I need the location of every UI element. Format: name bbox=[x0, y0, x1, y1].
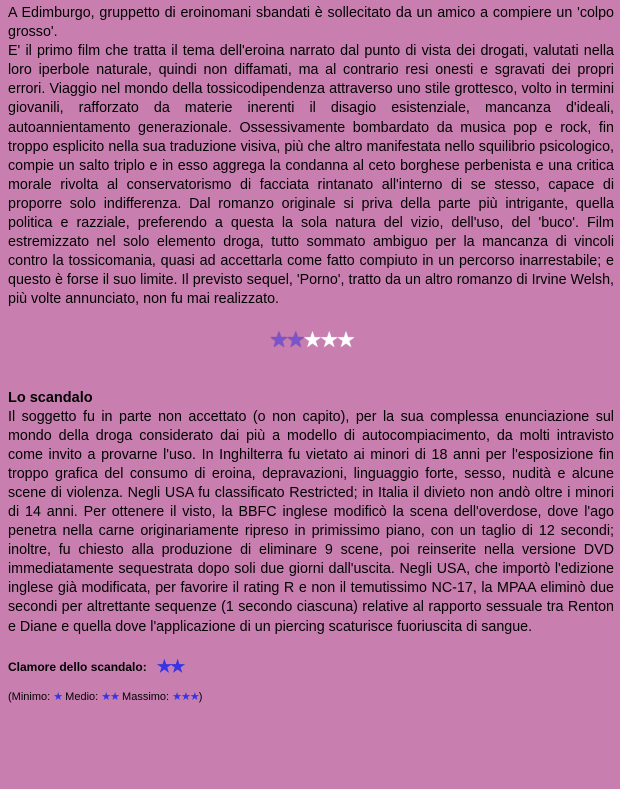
scandal-heading: Lo scandalo bbox=[8, 389, 93, 406]
scandal-legend bbox=[8, 690, 614, 704]
review-text: E' il primo film che tratta il tema dell'eroina narrato dal punto di vista dei drogati, valutati nella loro iperbole naturale, quindi non diffamati, ma al contrario resi onesti e sgravati dei propri errori. Viaggio nel mondo della tossicodipendenza attraverso uno stile grottesco, volto in termini giovanili, rafforzato da materie inerenti il disagio esistenziale, mancanza d'ideali, autoannientamento generazionale. Ossessivamente bombardato da musica pop e rock, fin troppo esplicito nella sua traduzione visiva, più che altro manifestata nello squilibrio psicologico, compie un salto triplo e in esso aggrega la condanna al ceto borghese perbenista e una critica morale rivolta al conservatorismo di facciata rintanato all'interno di se stesso, capace di proporre solo indifferenza. Dal romanzo originale si priva della parte più intrigante, quella politica e razziale, preferendo a questa la sola natura del vizio, dell'uso, del 'buco'. Film estremizzato nel solo elemento droga, tutto sommato ambiguo per la mancanza di vincoli contro la tossicomania, quasi ad accettarla come fatto compiuto in un percorso inarrestabile; e questo è forse il suo limite. Il previsto sequel, 'Porno', tratto da un altro romanzo di Irvine Welsh, più volte annunciato, non fu mai realizzato. bbox=[8, 43, 614, 308]
rating-stars bbox=[8, 328, 614, 352]
intro-paragraph bbox=[8, 4, 614, 310]
scandal-clamor-stars-icon: ★★ bbox=[156, 656, 184, 676]
rating-star-icon: ★ bbox=[269, 326, 286, 352]
legend-max-stars-icon: ★★★ bbox=[172, 690, 199, 703]
legend-open: (Minimo: bbox=[8, 690, 54, 703]
rating-star-empty-icon: ★ bbox=[319, 326, 337, 352]
plot-summary-text: A Edimburgo, gruppetto di eroinomani sbandati è sollecitato da un amico a compiere un 'colpo grosso'. bbox=[8, 5, 614, 41]
legend-massimo-label: Massimo: bbox=[118, 690, 173, 703]
legend-medio-label: Medio: bbox=[62, 690, 102, 703]
scandal-paragraph: Il soggetto fu in parte non accettato (o non capito), per la sua complessa enunciazione sul mondo della droga considerato dai più a modello di autocompiacimento, da molti intravisto come invito a provarne l'uso. In Inghilterra fu vietato ai minori di 18 anni per l'esposizione fin troppo grafica del consumo di eroina, depravazioni, linguaggio forte, sesso, nudità e alcune scene di violenza. Negli USA fu classificato Restricted; in Italia il divieto non andò oltre i minori di 14 anni. Per ottenere il visto, la BBFC inglese modificò la scena dell'overdose, dove l'ago penetra nella carne originariamente ripreso in primissimo piano, con un taglio di 12 secondi; inoltre, fu chiesto alla produzione di eliminare 9 scene, poi reinserite nella versione DVD immediatamente sequestrata dopo soli due giorni dall'uscita. Negli USA, che importò l'edizione inglese già modificata, per favorire il rating R e non il temutissimo NC-17, la MPAA eliminò due secondi per altrettante sequenze (1 secondo ciascuna) relative al rapporto sessuale tra Renton e Diane e quella dove l'applicazione di un piercing scaturisce fuoriuscita di sangue. bbox=[8, 408, 614, 635]
rating-star-icon: ★ bbox=[285, 326, 303, 352]
rating-star-empty-icon: ★ bbox=[302, 326, 320, 352]
legend-medio-stars-icon: ★★ bbox=[101, 690, 119, 703]
legend-close: ) bbox=[198, 690, 203, 703]
scandal-clamor-row bbox=[8, 657, 614, 677]
rating-star-empty-icon: ★ bbox=[336, 326, 353, 352]
legend-min-star-icon: ★ bbox=[53, 690, 63, 703]
scandal-clamor-label: Clamore dello scandalo: bbox=[8, 659, 147, 674]
